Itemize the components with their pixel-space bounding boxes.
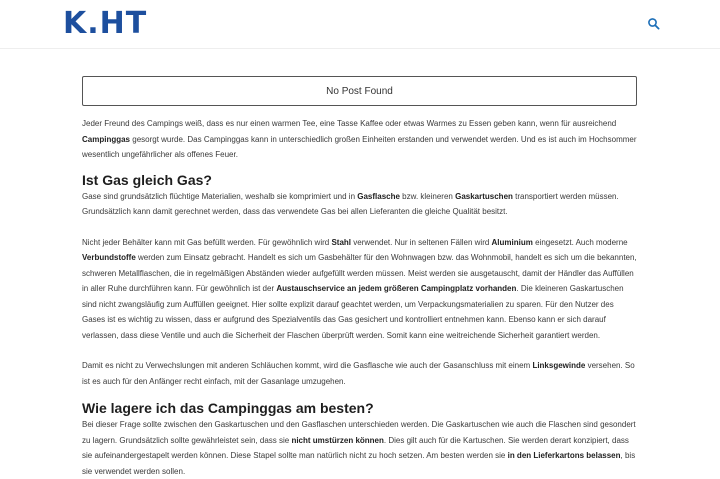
text-run: werden zum Einsatz gebracht. Handelt es sich um Gasbehälter für den Wohnwagen bzw. das Wohnmobil, handelt es sich um die bekannten, schweren Metallflaschen, die in regelmäßigen Abständen wieder aufgefüllt werden müssen. Meist werden sie ausgetauscht, damit der Händler das Auffüllen in aller Ruhe durchführen kann. Für gewöhnlich ist der	[82, 253, 637, 293]
bold-keyword: nicht umstürzen können	[291, 435, 384, 445]
bold-keyword: Austauschservice an jedem größeren Campingplatz vorhanden	[276, 284, 517, 293]
bold-keyword: Campinggas	[82, 134, 131, 144]
site-header	[0, 0, 720, 49]
text-run: transportiert werden müssen. Grundsätzlich kann damit gerechnet werden, dass das verwendete Gas bei allen Lieferanten die gleiche Qualität besitzt.	[82, 191, 619, 216]
site-logo[interactable]: K.HT	[63, 6, 148, 41]
gas-paragraph-3	[82, 358, 637, 389]
bold-keyword: Stahl	[331, 237, 352, 247]
text-run: gesorgt wurde. Das Campinggas kann in unterschiedlich großen Einheiten erstanden und verwendet werden. Und es ist auch im Hochsommer wesentlich ungefährlicher als offenes Feuer.	[82, 134, 637, 159]
text-run: Gase sind grundsätzlich flüchtige Materialien, weshalb sie komprimiert und in	[82, 191, 358, 201]
bold-keyword: Verbundstoffe	[82, 253, 136, 262]
bold-keyword: in den Lieferkartons belassen	[507, 451, 621, 460]
bold-keyword: Aluminium	[491, 237, 533, 247]
text-run: eingesetzt. Auch moderne	[532, 237, 628, 247]
text-run: . Dies gilt auch für die Kartuschen. Sie werden derart konzipiert, dass sie aufeinandergestapelt werden können. Diese Stapel sollte man natürlich nicht zu hoch setzen. Am besten werden sie	[82, 435, 629, 460]
text-run: , bis sie verwendet werden sollen.	[82, 451, 636, 476]
text-run: versehen. So ist es auch für den Anfänger recht einfach, mit der Gasanlage umzugehen.	[82, 361, 635, 386]
heading-gas-gleich-gas: Ist Gas gleich Gas?	[82, 171, 212, 188]
search-icon[interactable]	[646, 16, 662, 32]
heading-lagern: Wie lagere ich das Campinggas am besten?	[82, 400, 374, 416]
bold-keyword: Linksgewinde	[532, 361, 586, 370]
text-run: Bei dieser Frage sollte zwischen den Gaskartuschen und den Gasflaschen unterschieden werden. Die Gaskartuschen wie auch die Flaschen sind gesondert zu lagern. Grundsätzlich sollte gewährleistet sein, dass sie	[82, 420, 636, 445]
lager-paragraph-1	[82, 417, 637, 479]
main-content	[82, 76, 637, 479]
text-run: Nicht jeder Behälter kann mit Gas befüllt werden. Für gewöhnlich wird	[82, 237, 332, 247]
text-run: . Die kleineren Gaskartuschen sind nicht zwangsläufig zum Auffüllen geeignet. Hier sollte explizit darauf geachtet werden, um Verpackungsmaterialien zu sparen. Für den Nutzer des Gases ist es wichtig zu wissen, dass er aufgrund des Spezialventils das Gas gesichert und kontrolliert entnehmen kann. Ebenso kann er sich darauf verlassen, dass diese Ventile und auch die Sicherheit der Flaschen überprüft werden. Somit kann eine weitreichende Sicherheit garantiert werden.	[82, 284, 624, 340]
bold-keyword: Gasflasche	[357, 191, 400, 201]
gas-paragraph-1	[82, 189, 637, 220]
text-run: Damit es nicht zu Verwechslungen mit anderen Schläuchen kommt, wird die Gasflasche wie auch der Gasanschluss mit einem	[82, 361, 533, 370]
bold-keyword: Gaskartuschen	[455, 191, 513, 201]
notice-text: No Post Found	[326, 85, 393, 97]
no-post-notice	[82, 76, 637, 106]
gas-paragraph-2	[82, 235, 637, 344]
text-run: bzw. kleineren	[399, 191, 456, 201]
intro-paragraph	[82, 116, 637, 163]
search-icon-graphic	[646, 16, 662, 32]
text-run: Jeder Freund des Campings weiß, dass es nur einen warmen Tee, eine Tasse Kaffee oder etwas Warmes zu Essen geben kann, wenn für ausreichend	[82, 119, 617, 128]
text-run: verwendet. Nur in seltenen Fällen wird	[351, 237, 492, 247]
